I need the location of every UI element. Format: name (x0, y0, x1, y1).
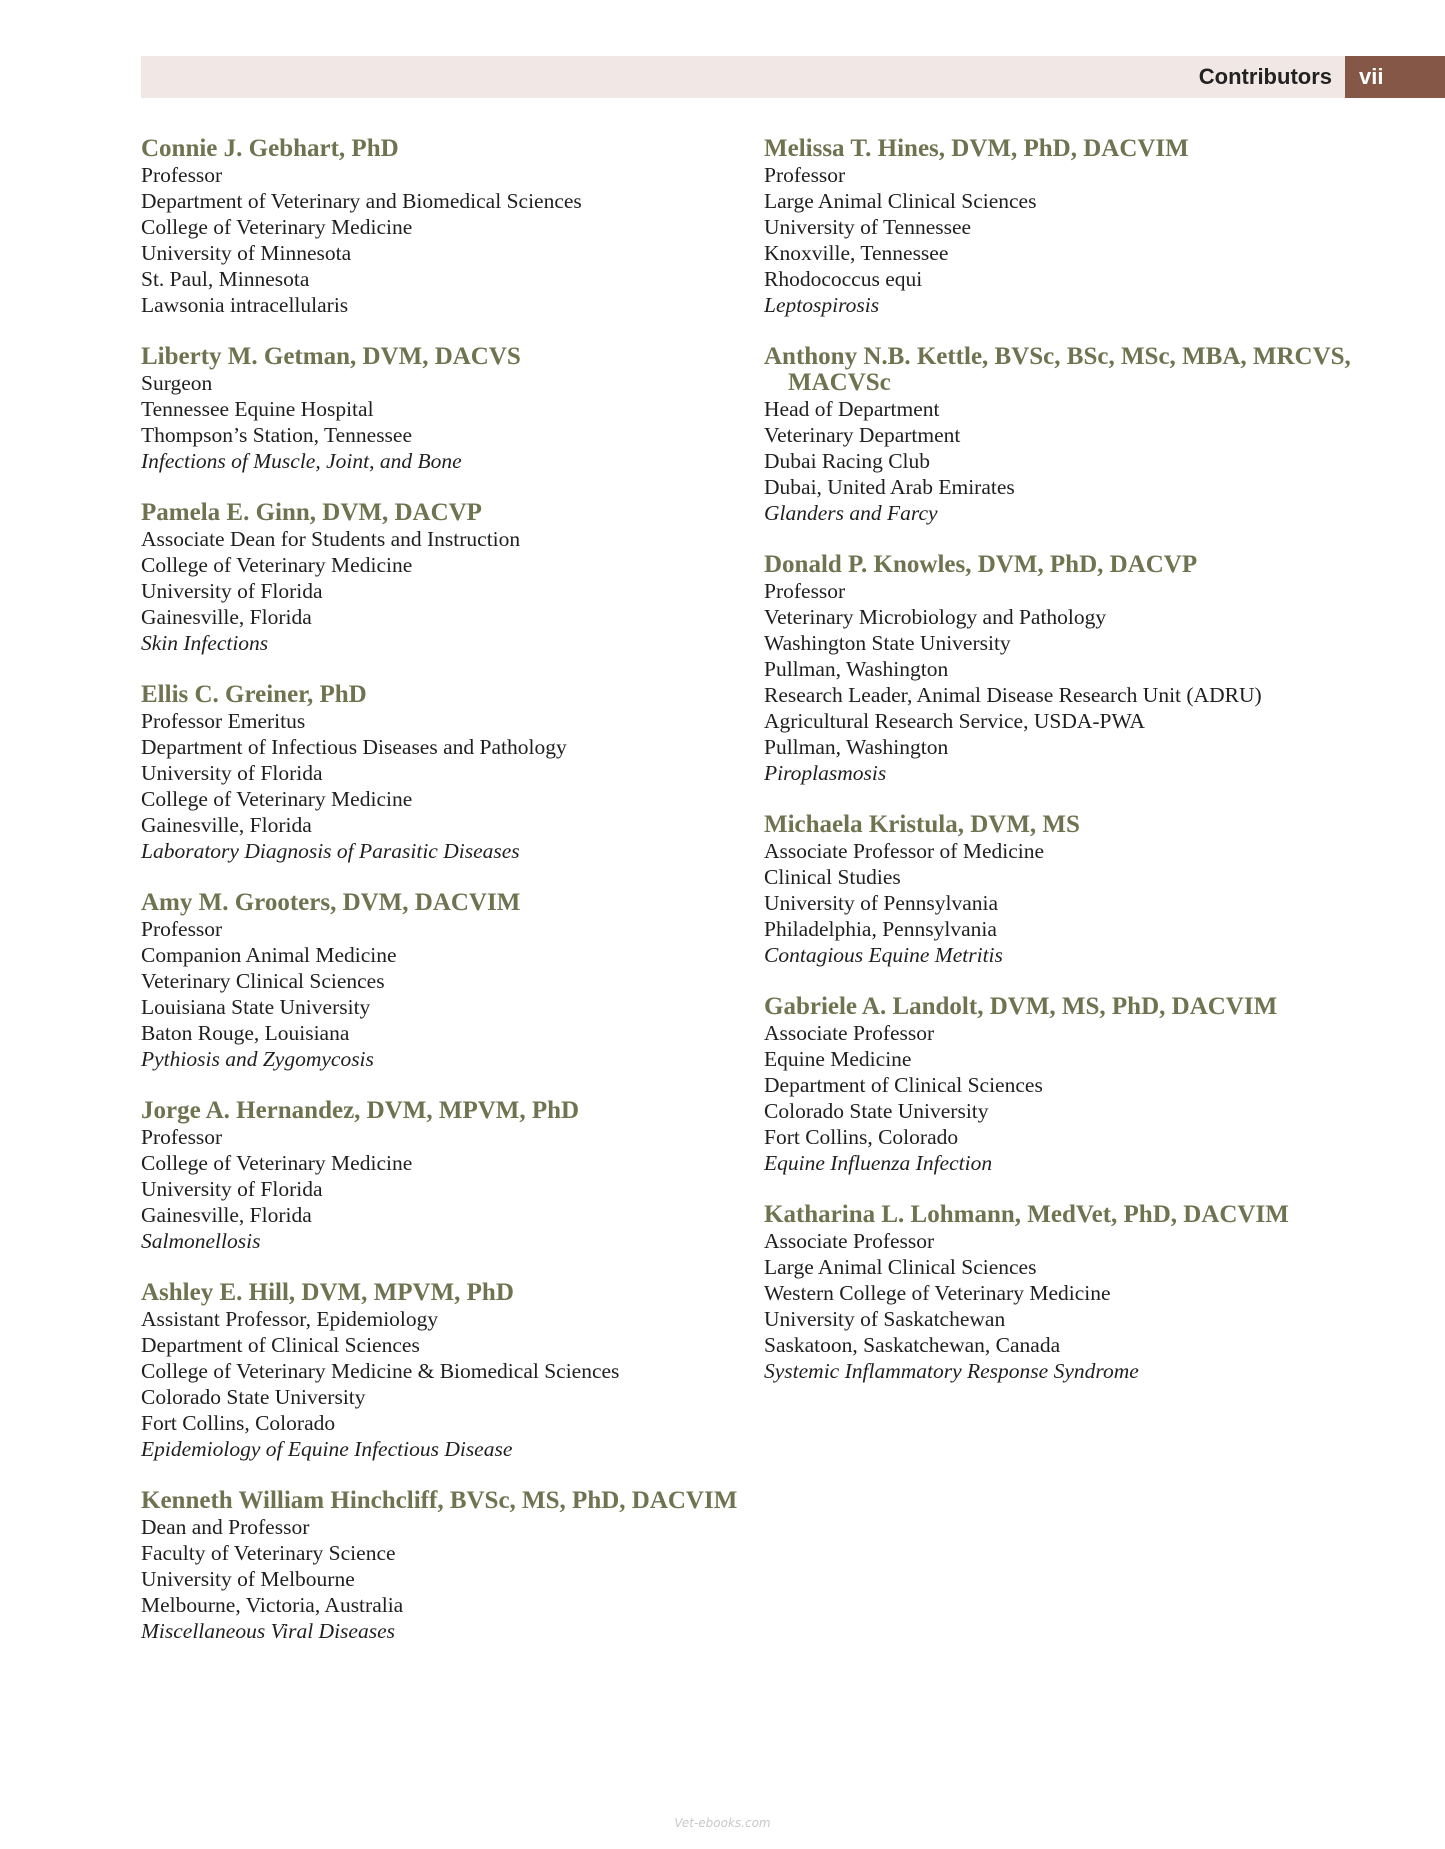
contributor-entry (764, 994, 1364, 1176)
affiliation-line: Clinical Studies (764, 865, 901, 889)
affiliation-line: Professor (141, 1125, 223, 1149)
chapter-topic: Systemic Inflammatory Response Syndrome (764, 1359, 1139, 1383)
affiliation-line: Lawsonia intracellularis (141, 293, 349, 317)
affiliation-line: Head of Department (764, 397, 940, 421)
contributors-column-right (764, 136, 1364, 1410)
chapter-topic: Glanders and Farcy (764, 501, 938, 525)
affiliation-line: University of Pennsylvania (764, 891, 999, 915)
affiliation-line: Professor (764, 579, 846, 603)
contributor-name: Donald P. Knowles, DVM, PhD, DACVP (764, 551, 1198, 578)
contributor-entry (141, 136, 751, 318)
contributor-name: Michaela Kristula, DVM, MS (764, 811, 1080, 838)
chapter-topic: Miscellaneous Viral Diseases (141, 1619, 395, 1643)
affiliation-line: Veterinary Microbiology and Pathology (764, 605, 1107, 629)
affiliation-line: Assistant Professor, Epidemiology (141, 1307, 439, 1331)
affiliation-line: College of Veterinary Medicine (141, 787, 413, 811)
affiliation-line: Pullman, Washington (764, 735, 949, 759)
chapter-topic: Equine Influenza Infection (764, 1151, 993, 1175)
contributor-name: Connie J. Gebhart, PhD (141, 135, 399, 162)
affiliation-line: Agricultural Research Service, USDA-PWA (764, 709, 1145, 733)
affiliation-line: Louisiana State University (141, 995, 371, 1019)
page-number-tab (1345, 56, 1445, 98)
chapter-topic: Skin Infections (141, 631, 269, 655)
affiliation-line: University of Tennessee (764, 215, 972, 239)
affiliation-line: Thompson’s Station, Tennessee (141, 423, 413, 447)
affiliation-line: Professor (764, 163, 846, 187)
affiliation-line: Dubai Racing Club (764, 449, 931, 473)
contributors-column-left (141, 136, 751, 1670)
affiliation-line: Baton Rouge, Louisiana (141, 1021, 350, 1045)
page-number: vii (1359, 64, 1384, 89)
affiliation-line: Faculty of Veterinary Science (141, 1541, 396, 1565)
contributor-entry (141, 344, 751, 474)
chapter-topic: Leptospirosis (764, 293, 880, 317)
affiliation-line: Dubai, United Arab Emirates (764, 475, 1015, 499)
affiliation-line: Associate Professor (764, 1021, 935, 1045)
contributor-name: Amy M. Grooters, DVM, DACVIM (141, 889, 521, 916)
affiliation-line: Associate Professor (764, 1229, 935, 1253)
affiliation-line: Gainesville, Florida (141, 813, 312, 837)
contributor-name: Ellis C. Greiner, PhD (141, 681, 367, 708)
contributor-entry (764, 344, 1364, 526)
contributor-entry (141, 1098, 751, 1254)
contributor-entry (764, 552, 1364, 786)
affiliation-line: College of Veterinary Medicine (141, 215, 413, 239)
affiliation-line: Pullman, Washington (764, 657, 949, 681)
contributor-entry (141, 890, 751, 1072)
affiliation-line: Veterinary Department (764, 423, 961, 447)
affiliation-line: St. Paul, Minnesota (141, 267, 310, 291)
chapter-topic: Infections of Muscle, Joint, and Bone (141, 449, 462, 473)
chapter-topic: Salmonellosis (141, 1229, 261, 1253)
contributor-name: Gabriele A. Landolt, DVM, MS, PhD, DACVIM (764, 993, 1278, 1020)
contributor-entry (141, 1280, 751, 1462)
affiliation-line: University of Minnesota (141, 241, 352, 265)
contributor-name: Liberty M. Getman, DVM, DACVS (141, 343, 521, 370)
chapter-topic: Epidemiology of Equine Infectious Disease (141, 1437, 513, 1461)
running-header-band (141, 56, 1345, 98)
contributor-entry (764, 812, 1364, 968)
contributor-entry (141, 682, 751, 864)
affiliation-line: Companion Animal Medicine (141, 943, 397, 967)
affiliation-line: Tennessee Equine Hospital (141, 397, 374, 421)
affiliation-line: Gainesville, Florida (141, 1203, 312, 1227)
affiliation-line: Department of Clinical Sciences (141, 1333, 420, 1357)
chapter-topic: Laboratory Diagnosis of Parasitic Diseases (141, 839, 520, 863)
chapter-topic: Piroplasmosis (764, 761, 887, 785)
affiliation-line: Fort Collins, Colorado (141, 1411, 336, 1435)
affiliation-line: Philadelphia, Pennsylvania (764, 917, 997, 941)
contributor-name: Jorge A. Hernandez, DVM, MPVM, PhD (141, 1097, 580, 1124)
contributor-name: Kenneth William Hinchcliff, BVSc, MS, PhD, DACVIM (141, 1487, 738, 1514)
affiliation-line: University of Florida (141, 761, 323, 785)
affiliation-line: Knoxville, Tennessee (764, 241, 949, 265)
affiliation-line: Surgeon (141, 371, 213, 395)
chapter-topic: Contagious Equine Metritis (764, 943, 1003, 967)
contributor-name: Katharina L. Lohmann, MedVet, PhD, DACVIM (764, 1201, 1289, 1228)
affiliation-line: Rhodococcus equi (764, 267, 923, 291)
contributor-name: Ashley E. Hill, DVM, MPVM, PhD (141, 1279, 514, 1306)
affiliation-line: Professor (141, 917, 223, 941)
affiliation-line: Colorado State University (764, 1099, 989, 1123)
affiliation-line: Melbourne, Victoria, Australia (141, 1593, 404, 1617)
affiliation-line: Saskatoon, Saskatchewan, Canada (764, 1333, 1061, 1357)
contributor-entry (141, 1488, 751, 1644)
affiliation-line: Veterinary Clinical Sciences (141, 969, 385, 993)
affiliation-line: Washington State University (764, 631, 1011, 655)
affiliation-line: Associate Dean for Students and Instruction (141, 527, 521, 551)
affiliation-line: Professor (141, 163, 223, 187)
affiliation-line: College of Veterinary Medicine (141, 553, 413, 577)
affiliation-line: Colorado State University (141, 1385, 366, 1409)
affiliation-line: University of Florida (141, 1177, 323, 1201)
affiliation-line: College of Veterinary Medicine & Biomedical Sciences (141, 1359, 620, 1383)
watermark: Vet-ebooks.com (674, 1816, 771, 1830)
contributor-name: Anthony N.B. Kettle, BVSc, BSc, MSc, MBA, MRCVS, MACVSc (764, 343, 1351, 396)
affiliation-line: Dean and Professor (141, 1515, 310, 1539)
contributor-entry (764, 136, 1364, 318)
running-header-title: Contributors (1198, 64, 1332, 89)
affiliation-line: Large Animal Clinical Sciences (764, 1255, 1037, 1279)
affiliation-line: Department of Clinical Sciences (764, 1073, 1043, 1097)
affiliation-line: Research Leader, Animal Disease Research Unit (ADRU) (764, 683, 1262, 707)
contributor-entry (141, 500, 751, 656)
affiliation-line: Department of Infectious Diseases and Pathology (141, 735, 567, 759)
contributor-name: Pamela E. Ginn, DVM, DACVP (141, 499, 482, 526)
contributor-entry (764, 1202, 1364, 1384)
affiliation-line: Department of Veterinary and Biomedical Sciences (141, 189, 582, 213)
affiliation-line: Equine Medicine (764, 1047, 912, 1071)
contributor-name: Melissa T. Hines, DVM, PhD, DACVIM (764, 135, 1189, 162)
affiliation-line: University of Florida (141, 579, 323, 603)
affiliation-line: University of Melbourne (141, 1567, 355, 1591)
affiliation-line: Fort Collins, Colorado (764, 1125, 959, 1149)
affiliation-line: Professor Emeritus (141, 709, 306, 733)
affiliation-line: Associate Professor of Medicine (764, 839, 1045, 863)
affiliation-line: University of Saskatchewan (764, 1307, 1006, 1331)
affiliation-line: Western College of Veterinary Medicine (764, 1281, 1111, 1305)
affiliation-line: Large Animal Clinical Sciences (764, 189, 1037, 213)
chapter-topic: Pythiosis and Zygomycosis (141, 1047, 374, 1071)
affiliation-line: College of Veterinary Medicine (141, 1151, 413, 1175)
affiliation-line: Gainesville, Florida (141, 605, 312, 629)
